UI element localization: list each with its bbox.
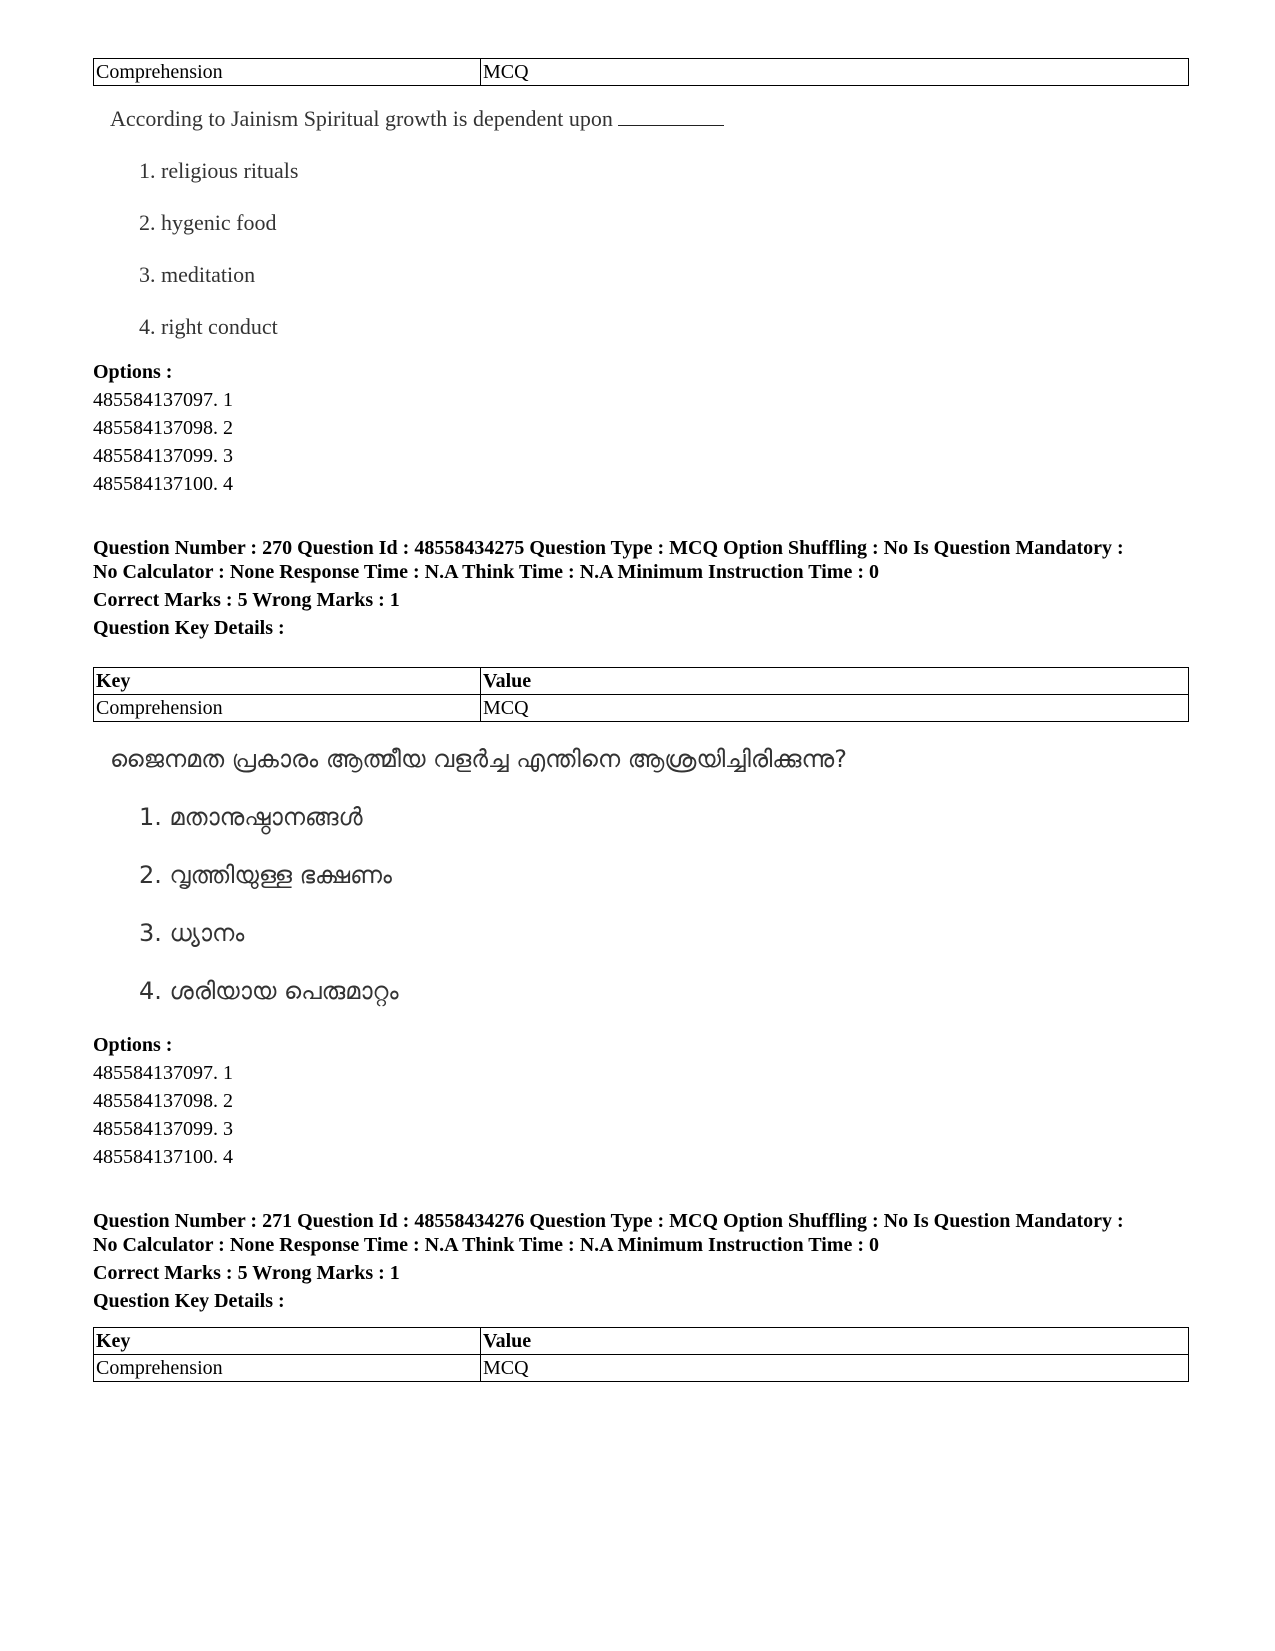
question-key-table: [93, 1327, 1189, 1382]
question-key-table: [93, 667, 1189, 722]
option-item: 485584137100. 4: [93, 473, 233, 495]
option-item: 485584137099. 3: [93, 445, 233, 467]
table-header-value: Value: [481, 668, 1189, 695]
choice-4: 4. ശരിയായ പെരുമാറ്റം: [139, 977, 399, 1005]
choice-3: 3. ധ്യാനം: [139, 919, 245, 947]
top-key-table: [93, 58, 1189, 86]
table-cell-value: MCQ: [481, 59, 1189, 86]
question-text-english: According to Jainism Spiritual growth is dependent upon: [110, 106, 724, 132]
table-header-key: Key: [94, 668, 481, 695]
options-label: Options :: [93, 361, 173, 383]
choice-1: 1. religious rituals: [139, 158, 299, 183]
option-item: 485584137098. 2: [93, 417, 233, 439]
option-item: 485584137099. 3: [93, 1118, 233, 1140]
table-header-row: [94, 668, 1189, 695]
table-header-key: Key: [94, 1328, 481, 1355]
table-cell-value: MCQ: [481, 695, 1189, 722]
choice-1: 1. മതാനുഷ്ഠാനങ്ങൾ: [139, 803, 363, 831]
option-item: 485584137097. 1: [93, 389, 233, 411]
table-row: [94, 1355, 1189, 1382]
question-marks: Correct Marks : 5 Wrong Marks : 1: [93, 589, 400, 611]
table-row: [94, 59, 1189, 86]
question-key-details-label: Question Key Details :: [93, 1290, 285, 1312]
options-label: Options :: [93, 1034, 173, 1056]
table-cell-key: Comprehension: [94, 1355, 481, 1382]
table-header-value: Value: [481, 1328, 1189, 1355]
question-meta-line-1: Question Number : 271 Question Id : 48558434276 Question Type : MCQ Option Shuffling : No Is Question Mandatory :: [93, 1210, 1124, 1232]
table-cell-key: Comprehension: [94, 695, 481, 722]
choice-3: 3. meditation: [139, 262, 256, 287]
choice-4: 4. right conduct: [139, 314, 278, 339]
question-meta-line-1: Question Number : 270 Question Id : 48558434275 Question Type : MCQ Option Shuffling : No Is Question Mandatory :: [93, 537, 1124, 559]
question-text-malayalam: ജൈനമത പ്രകാരം ആത്മീയ വളർച്ച എന്തിനെ ആശ്രയിച്ചിരിക്കുന്നു?: [110, 745, 847, 773]
option-item: 485584137097. 1: [93, 1062, 233, 1084]
table-cell-key: Comprehension: [94, 59, 481, 86]
question-meta-line-2: No Calculator : None Response Time : N.A Think Time : N.A Minimum Instruction Time : 0: [93, 561, 879, 583]
table-header-row: [94, 1328, 1189, 1355]
question-key-details-label: Question Key Details :: [93, 617, 285, 639]
table-cell-value: MCQ: [481, 1355, 1189, 1382]
table-row: [94, 695, 1189, 722]
question-meta-line-2: No Calculator : None Response Time : N.A Think Time : N.A Minimum Instruction Time : 0: [93, 1234, 879, 1256]
question-marks: Correct Marks : 5 Wrong Marks : 1: [93, 1262, 400, 1284]
option-item: 485584137100. 4: [93, 1146, 233, 1168]
choice-2: 2. വൃത്തിയുള്ള ഭക്ഷണം: [139, 861, 392, 889]
option-item: 485584137098. 2: [93, 1090, 233, 1112]
answer-blank: [618, 107, 724, 126]
choice-2: 2. hygenic food: [139, 210, 277, 235]
